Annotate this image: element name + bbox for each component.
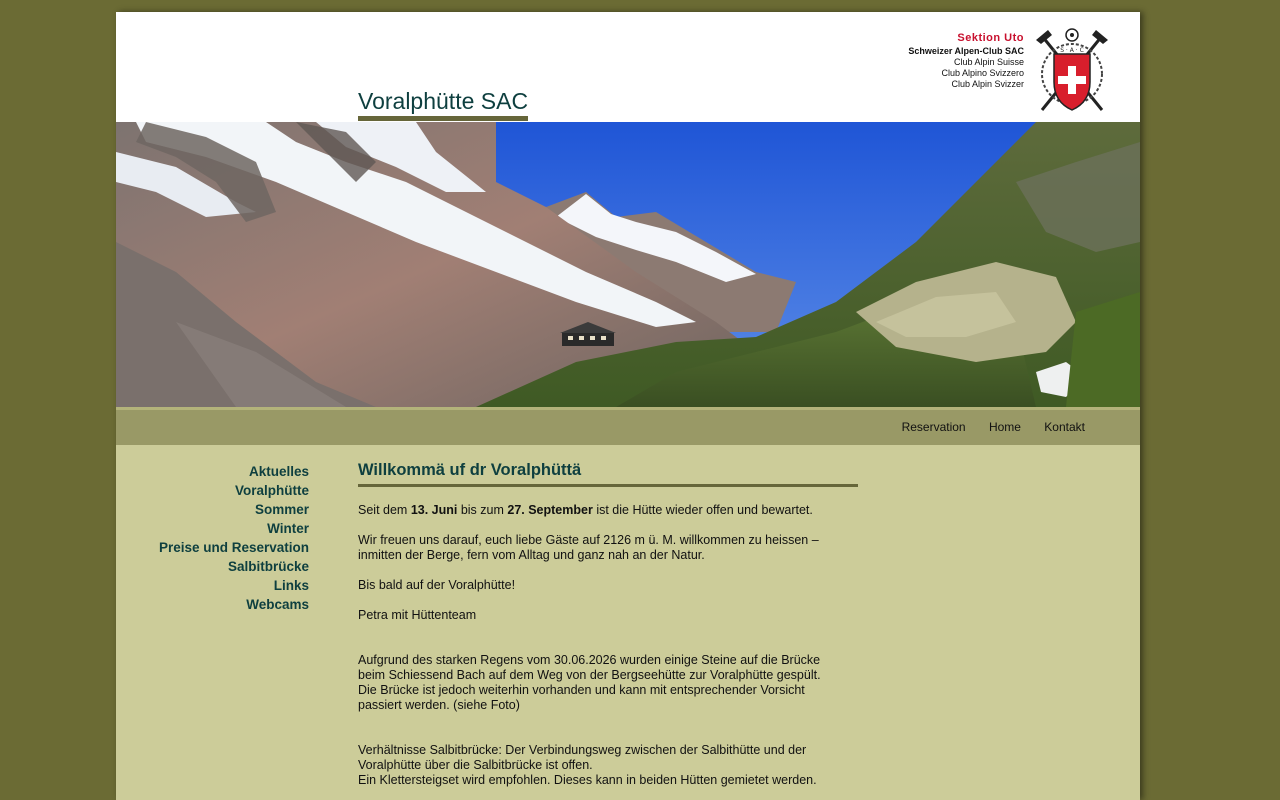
opening-dates-text	[358, 503, 858, 518]
start-date: 13. Juni	[410, 503, 458, 517]
svg-text:S · A · C: S · A · C	[1060, 47, 1084, 54]
text-fragment: bis zum	[457, 503, 508, 517]
side-nav-link-aktuelles[interactable]: Aktuelles	[248, 464, 309, 479]
welcome-paragraph	[358, 533, 858, 563]
signature-text: Petra mit Hüttenteam	[358, 608, 477, 622]
end-date: 27. September	[507, 503, 593, 517]
side-nav	[116, 462, 309, 614]
page-container	[116, 12, 1140, 800]
side-nav-link-links[interactable]: Links	[273, 578, 309, 593]
logo-line: Club Alpin Svizzer	[951, 79, 1024, 89]
nav-link-reservation[interactable]: Reservation	[901, 420, 966, 434]
logo-section-name: Sektion Uto	[957, 32, 1024, 44]
text-line: Aufgrund des starken Regens vom 30.06.2026 wurden einige Steine auf die Brücke	[358, 653, 821, 667]
nav-link-kontakt[interactable]: Kontakt	[1044, 420, 1085, 434]
top-nav	[882, 420, 1085, 434]
logo-line: Club Alpin Suisse	[953, 57, 1024, 67]
text-fragment: ist die Hütte wieder offen und bewartet.	[592, 503, 813, 517]
text-line: passiert werden. (siehe Foto)	[358, 698, 520, 712]
text-line: Ein Klettersteigset wird empfohlen. Dieses kann in beiden Hütten gemietet werden.	[358, 773, 817, 787]
logo-line: Club Alpino Svizzero	[941, 68, 1024, 78]
text-fragment: Seit dem	[358, 503, 411, 517]
farewell-text: Bis bald auf der Voralphütte!	[358, 578, 516, 592]
site-header	[116, 12, 1140, 122]
side-nav-link-winter[interactable]: Winter	[267, 521, 309, 536]
site-title[interactable]: Voralphütte SAC	[358, 88, 528, 121]
side-nav-link-salbitbruecke[interactable]: Salbitbrücke	[227, 559, 309, 574]
text-line: Die Brücke ist jedoch weiterhin vorhanden und kann mit entsprechender Vorsicht	[358, 683, 805, 697]
text-line: Verhältnisse Salbitbrücke: Der Verbindungsweg zwischen der Salbithütte und der	[358, 743, 807, 757]
side-nav-link-sommer[interactable]: Sommer	[254, 502, 309, 517]
side-nav-link-voralphuette[interactable]: Voralphütte	[235, 483, 309, 498]
content-heading: Willkommä uf dr Voralphüttä	[358, 460, 858, 487]
text-line: inmitten der Berge, fern vom Alltag und ganz nah an der Natur.	[358, 548, 705, 562]
logo-line: Schweizer Alpen-Club SAC	[908, 46, 1024, 56]
text-line: beim Schiessend Bach auf dem Weg von der Bergseehütte zur Voralphütte gespült.	[358, 668, 821, 682]
bridge-conditions-paragraph	[358, 743, 858, 788]
rain-notice-paragraph	[358, 653, 858, 713]
side-nav-link-webcams[interactable]: Webcams	[246, 597, 309, 612]
sac-emblem-swiss-cross-icon[interactable]	[1034, 26, 1110, 116]
sac-logo-text[interactable]	[908, 33, 1024, 90]
text-line: Wir freuen uns darauf, euch liebe Gäste auf 2126 m ü. M. willkommen zu heissen –	[358, 533, 819, 547]
hero-mountain-image	[116, 122, 1140, 407]
side-nav-link-preise-reservation[interactable]: Preise und Reservation	[158, 540, 309, 555]
main-content	[358, 460, 858, 788]
text-line: Voralphütte über die Salbitbrücke ist offen.	[358, 758, 593, 772]
top-nav-bar	[116, 407, 1140, 445]
nav-link-home[interactable]: Home	[988, 420, 1021, 434]
